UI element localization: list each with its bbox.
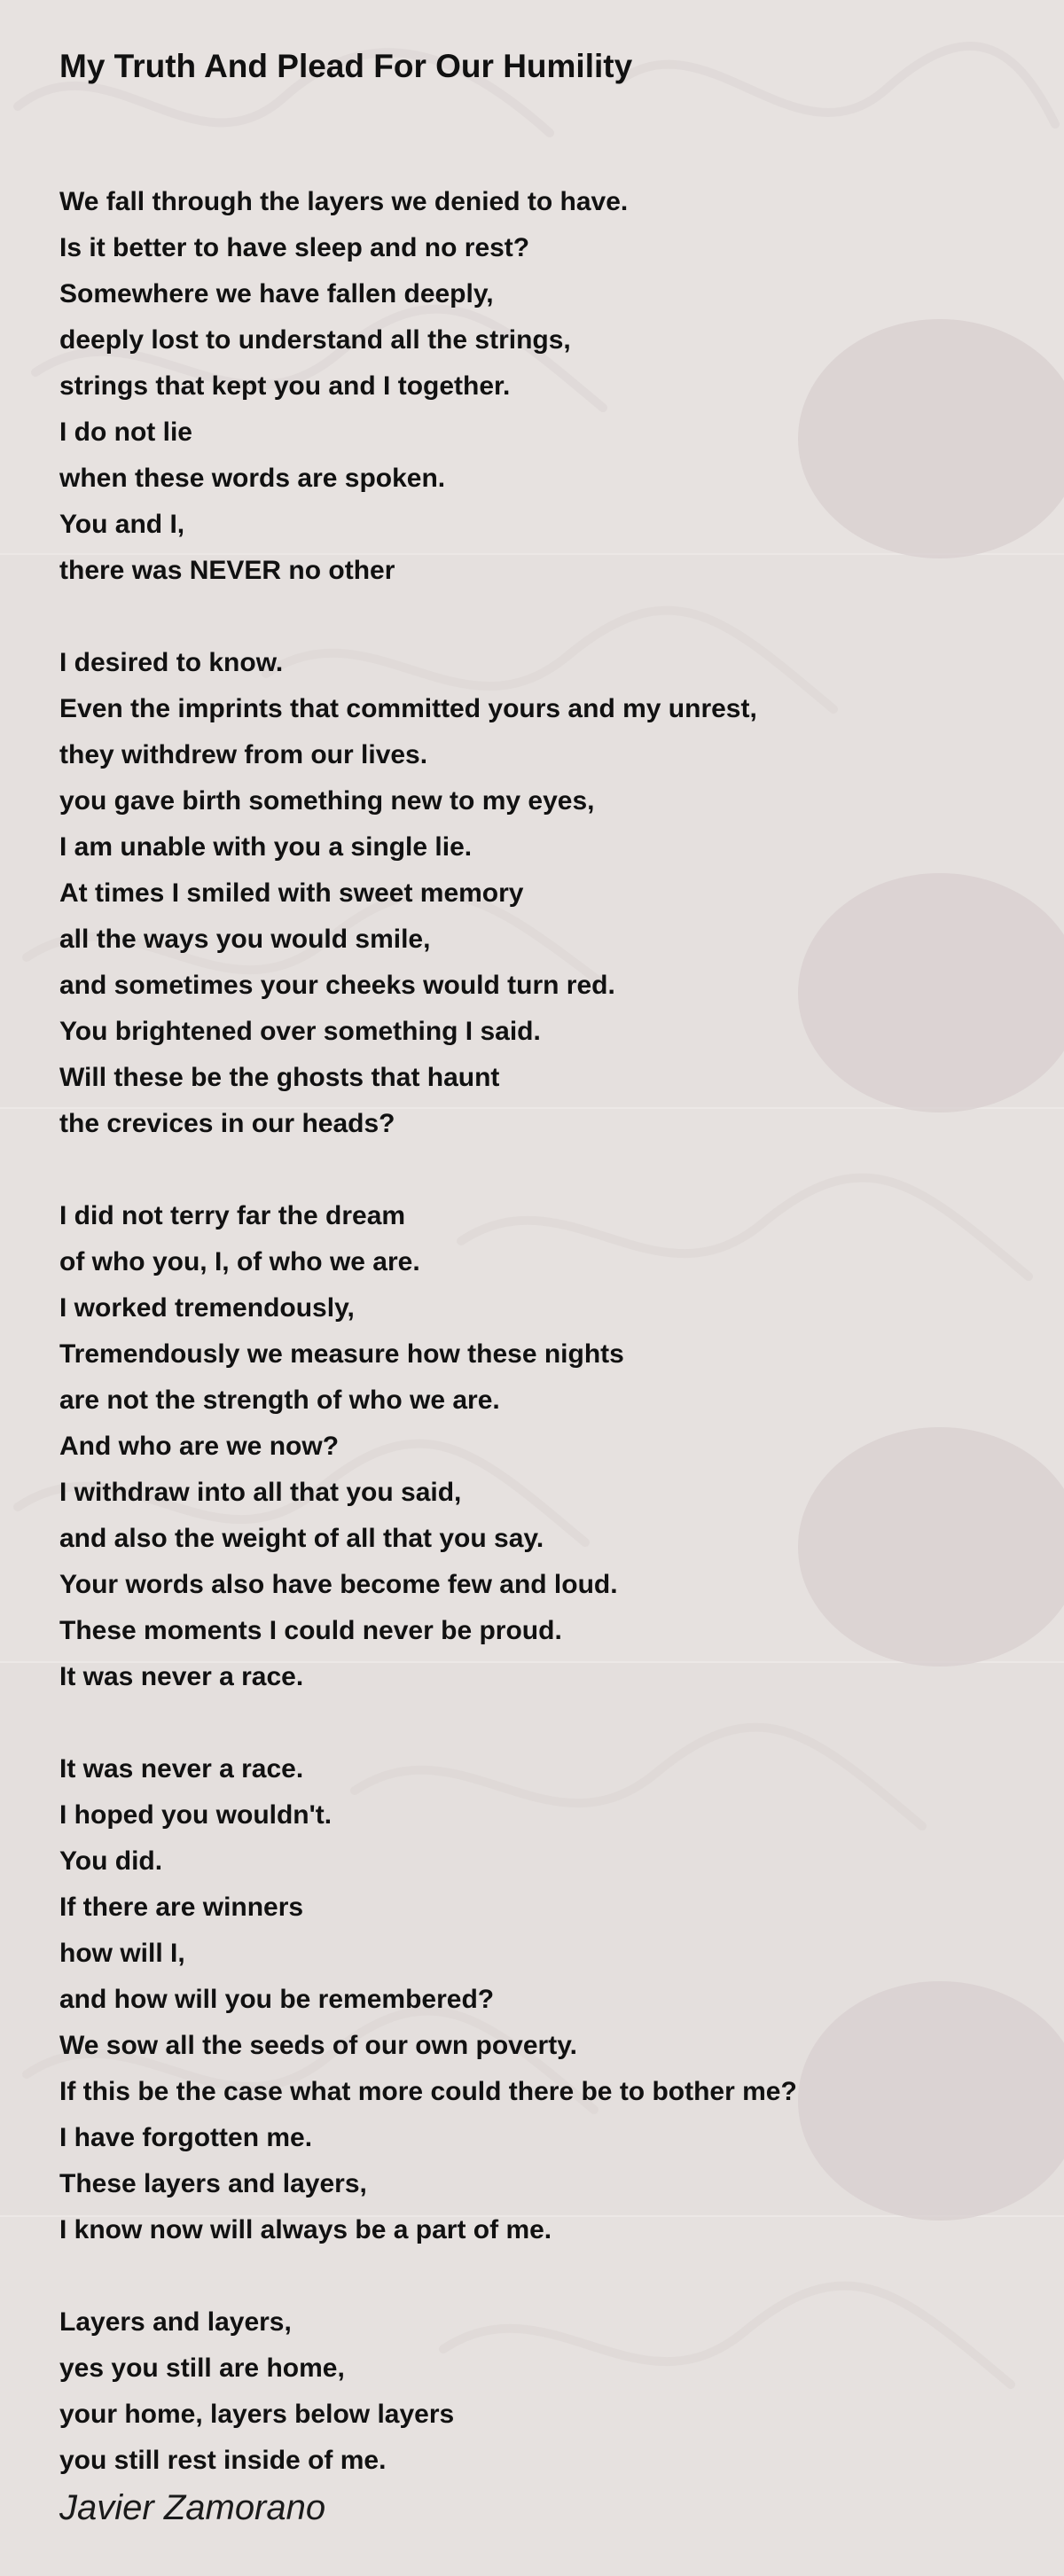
poem-line: your home, layers below layers <box>59 2400 455 2429</box>
poem-line: I withdraw into all that you said, <box>59 1478 462 1507</box>
poem-line: I hoped you wouldn't. <box>59 1800 332 1830</box>
poem-line: We fall through the layers we denied to have. <box>59 187 629 216</box>
poem-line: and how will you be remembered? <box>59 1985 495 2014</box>
poem-line: when these words are spoken. <box>59 464 446 493</box>
poem-line: You brightened over something I said. <box>59 1017 541 1046</box>
poem-line: how will I, <box>59 1939 185 1968</box>
poem-line: Tremendously we measure how these nights <box>59 1339 624 1369</box>
poem-line: It was never a race. <box>59 1662 304 1691</box>
poem-line: I desired to know. <box>59 648 284 677</box>
poem-line: If there are winners <box>59 1893 304 1922</box>
poem-line: These moments I could never be proud. <box>59 1616 562 1645</box>
poem-line: And who are we now? <box>59 1432 340 1461</box>
poem-line: I am unable with you a single lie. <box>59 832 473 862</box>
poem-line: These layers and layers, <box>59 2169 367 2198</box>
poem-line: Even the imprints that committed yours and my unrest, <box>59 694 757 723</box>
poem-line: If this be the case what more could there be to bother me? <box>59 2077 797 2106</box>
poem-line: We sow all the seeds of our own poverty. <box>59 2031 578 2060</box>
poem-container <box>59 46 1017 2530</box>
poem-line: I have forgotten me. <box>59 2123 313 2152</box>
poem-line: I worked tremendously, <box>59 1293 355 1323</box>
poem-title: My Truth And Plead For Our Humility <box>59 48 633 84</box>
poem-line: you still rest inside of me. <box>59 2446 387 2475</box>
poem-line: Layers and layers, <box>59 2307 292 2337</box>
stanza <box>59 1193 1017 1700</box>
poem-line: At times I smiled with sweet memory <box>59 878 524 908</box>
poem-line: I do not lie <box>59 418 192 447</box>
stanza <box>59 179 1017 594</box>
poem-line: the crevices in our heads? <box>59 1109 395 1138</box>
poem-line: Your words also have become few and loud. <box>59 1570 618 1599</box>
poem-line: I know now will always be a part of me. <box>59 2215 552 2244</box>
stanza <box>59 640 1017 1147</box>
poem-line: Will these be the ghosts that haunt <box>59 1063 500 1092</box>
poem-line: you gave birth something new to my eyes, <box>59 786 595 816</box>
poem-line: deeply lost to understand all the strings, <box>59 325 571 355</box>
poem-line: It was never a race. <box>59 1754 304 1784</box>
poem-line: they withdrew from our lives. <box>59 740 428 769</box>
poem-body <box>59 179 1017 2484</box>
poem-line: strings that kept you and I together. <box>59 371 511 401</box>
stanza <box>59 2299 1017 2484</box>
poem-line: and also the weight of all that you say. <box>59 1524 544 1553</box>
poem-line: You did. <box>59 1846 163 1876</box>
poem-line: You and I, <box>59 510 185 539</box>
poem-line: Somewhere we have fallen deeply, <box>59 279 494 308</box>
poem-line: Is it better to have sleep and no rest? <box>59 233 530 262</box>
poem-line: of who you, I, of who we are. <box>59 1247 420 1276</box>
poem-line: yes you still are home, <box>59 2354 345 2383</box>
poem-line: I did not terry far the dream <box>59 1201 406 1230</box>
stanza <box>59 1746 1017 2253</box>
poem-line: all the ways you would smile, <box>59 925 431 954</box>
poem-line: are not the strength of who we are. <box>59 1386 500 1415</box>
poem-line: there was NEVER no other <box>59 556 395 585</box>
poem-author: Javier Zamorano <box>59 2488 326 2527</box>
poem-line: and sometimes your cheeks would turn red. <box>59 971 615 1000</box>
